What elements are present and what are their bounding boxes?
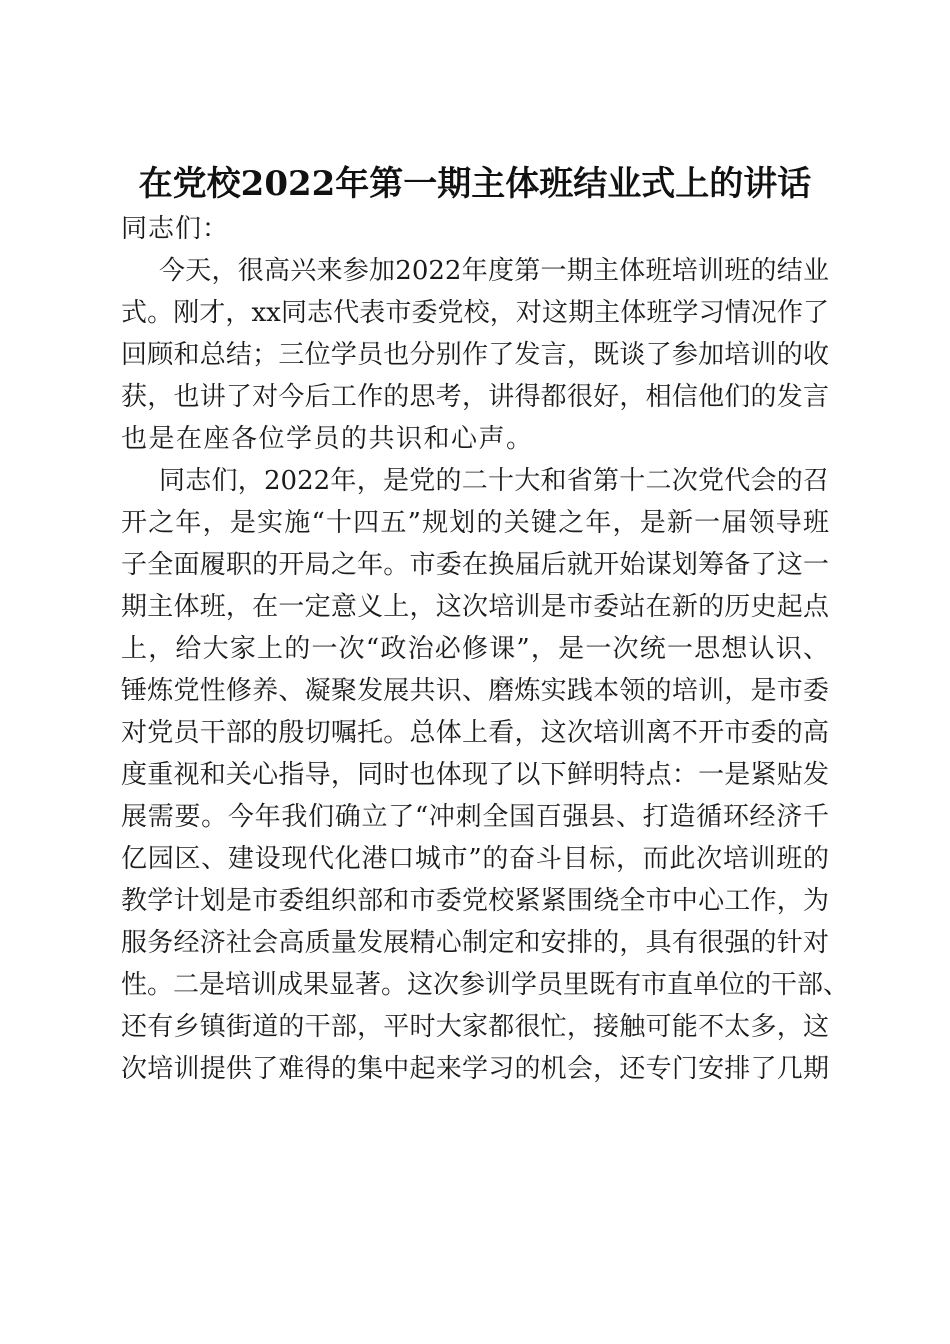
text-line: 教学计划是市委组织部和市委党校紧紧围绕全市中心工作，为 bbox=[121, 886, 829, 916]
text-line: 期主体班，在一定意义上，这次培训是市委站在新的历史起点 bbox=[121, 592, 829, 622]
paragraph-2 bbox=[121, 460, 850, 1090]
document-body bbox=[121, 208, 850, 1090]
paragraph-1 bbox=[121, 250, 829, 460]
text-line: 回顾和总结；三位学员也分别作了发言，既谈了参加培训的收 bbox=[121, 340, 829, 370]
text-line: 同志们，2022年，是党的二十大和省第十二次党代会的召 bbox=[159, 466, 829, 496]
text-line: 还有乡镇街道的干部，平时大家都很忙，接触可能不太多，这 bbox=[121, 1012, 829, 1042]
text-line: 上，给大家上的一次“政治必修课”，是一次统一思想认识、 bbox=[121, 634, 829, 664]
text-line: 式。刚才，xx同志代表市委党校，对这期主体班学习情况作了 bbox=[121, 298, 829, 328]
text-line: 亿园区、建设现代化港口城市”的奋斗目标，而此次培训班的 bbox=[121, 844, 829, 874]
document-title: 在党校2022年第一期主体班结业式上的讲话 bbox=[138, 163, 812, 204]
text-line: 性。二是培训成果显著。这次参训学员里既有市直单位的干部、 bbox=[121, 970, 850, 1000]
text-line: 度重视和关心指导，同时也体现了以下鲜明特点：一是紧贴发 bbox=[121, 760, 829, 790]
text-line: 服务经济社会高质量发展精心制定和安排的，具有很强的针对 bbox=[121, 928, 829, 958]
text-line: 展需要。今年我们确立了“冲刺全国百强县、打造循环经济千 bbox=[121, 802, 829, 832]
text-line: 锤炼党性修养、凝聚发展共识、磨炼实践本领的培训，是市委 bbox=[121, 676, 829, 706]
text-line: 对党员干部的殷切嘱托。总体上看，这次培训离不开市委的高 bbox=[121, 718, 829, 748]
text-line: 次培训提供了难得的集中起来学习的机会，还专门安排了几期 bbox=[121, 1054, 829, 1084]
text-line: 今天，很高兴来参加2022年度第一期主体班培训班的结业 bbox=[159, 256, 829, 286]
text-line: 子全面履职的开局之年。市委在换届后就开始谋划筹备了这一 bbox=[121, 550, 829, 580]
text-line: 也是在座各位学员的共识和心声。 bbox=[121, 424, 534, 454]
salutation: 同志们： bbox=[121, 214, 230, 244]
text-line: 开之年，是实施“十四五”规划的关键之年，是新一届领导班 bbox=[121, 508, 829, 538]
text-line: 获，也讲了对今后工作的思考，讲得都很好，相信他们的发言 bbox=[121, 382, 829, 412]
